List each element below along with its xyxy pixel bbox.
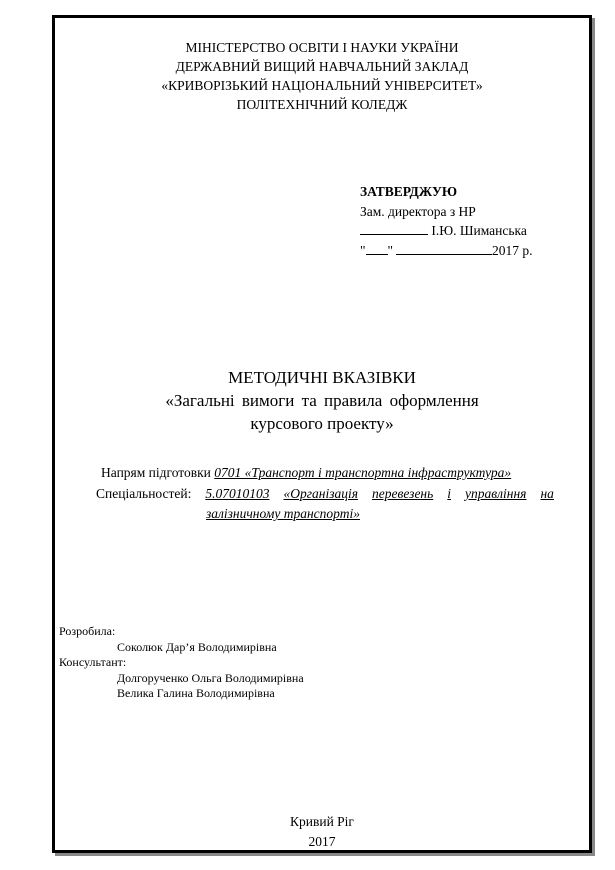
approval-signature-line — [360, 221, 533, 241]
approval-title: ЗАТВЕРДЖУЮ — [360, 184, 458, 199]
document-title: МЕТОДИЧНІ ВКАЗІВКИ — [228, 368, 416, 387]
consultant-label: Консультант: — [59, 655, 127, 669]
college-line: ПОЛІТЕХНІЧНИЙ КОЛЕДЖ — [236, 97, 408, 112]
direction-label: Напрям підготовки — [101, 465, 211, 480]
day-blank — [366, 242, 388, 255]
footer-block — [52, 812, 592, 852]
specialty-word: «Організація — [283, 486, 359, 501]
approval-name: І.Ю. Шиманська — [431, 223, 527, 238]
approval-position: Зам. директора з НР — [360, 203, 476, 219]
specialty-value-line2: залізничному транспорті» — [206, 506, 360, 521]
specialty-word: управління — [465, 486, 527, 501]
date-open-quote: " — [360, 242, 366, 258]
specialty-block — [96, 484, 554, 524]
date-close-quote: " — [387, 242, 394, 258]
specialty-word: 5.07010103 — [205, 486, 270, 501]
university-line: «КРИВОРІЗЬКИЙ НАЦІОНАЛЬНИЙ УНІВЕРСИТЕТ» — [161, 78, 483, 93]
specialty-line2 — [96, 504, 554, 524]
specialty-line1 — [96, 484, 554, 504]
approval-block — [360, 182, 533, 260]
footer-year: 2017 — [308, 834, 336, 849]
specialty-word: перевезень — [372, 486, 434, 501]
specialty-label: Спеціальностей: — [96, 486, 192, 501]
direction-value: 0701 «Транспорт і транспортна інфраструктура» — [214, 465, 512, 480]
developer-name: Соколюк Дар’я Володимирівна — [117, 639, 277, 654]
approval-year: 2017 р. — [492, 242, 533, 258]
institution-type-line: ДЕРЖАВНИЙ ВИЩИЙ НАВЧАЛЬНИЙ ЗАКЛАД — [175, 59, 469, 74]
approval-date-line — [360, 241, 533, 261]
month-blank — [396, 242, 492, 255]
ministry-line: МІНІСТЕРСТВО ОСВІТИ І НАУКИ УКРАЇНИ — [185, 40, 459, 55]
developed-label: Розробила: — [59, 624, 116, 638]
specialty-word: на — [540, 486, 554, 501]
signature-blank — [360, 222, 428, 235]
page-shadow-bottom — [55, 853, 595, 856]
authors-block — [59, 624, 304, 702]
consultant-name: Велика Галина Володимирівна — [117, 686, 275, 700]
page-shadow-right — [592, 18, 595, 856]
institution-header — [52, 38, 592, 114]
footer-city: Кривий Ріг — [290, 814, 354, 829]
document-title-block — [52, 366, 592, 435]
document-subtitle-line2: курсового проекту» — [250, 414, 394, 433]
specialty-word: і — [447, 486, 452, 501]
direction-line — [101, 463, 511, 483]
consultant-name: Долгорученко Ольга Володимирівна — [117, 670, 304, 685]
document-subtitle-line1: «Загальні вимоги та правила оформлення — [165, 391, 479, 410]
